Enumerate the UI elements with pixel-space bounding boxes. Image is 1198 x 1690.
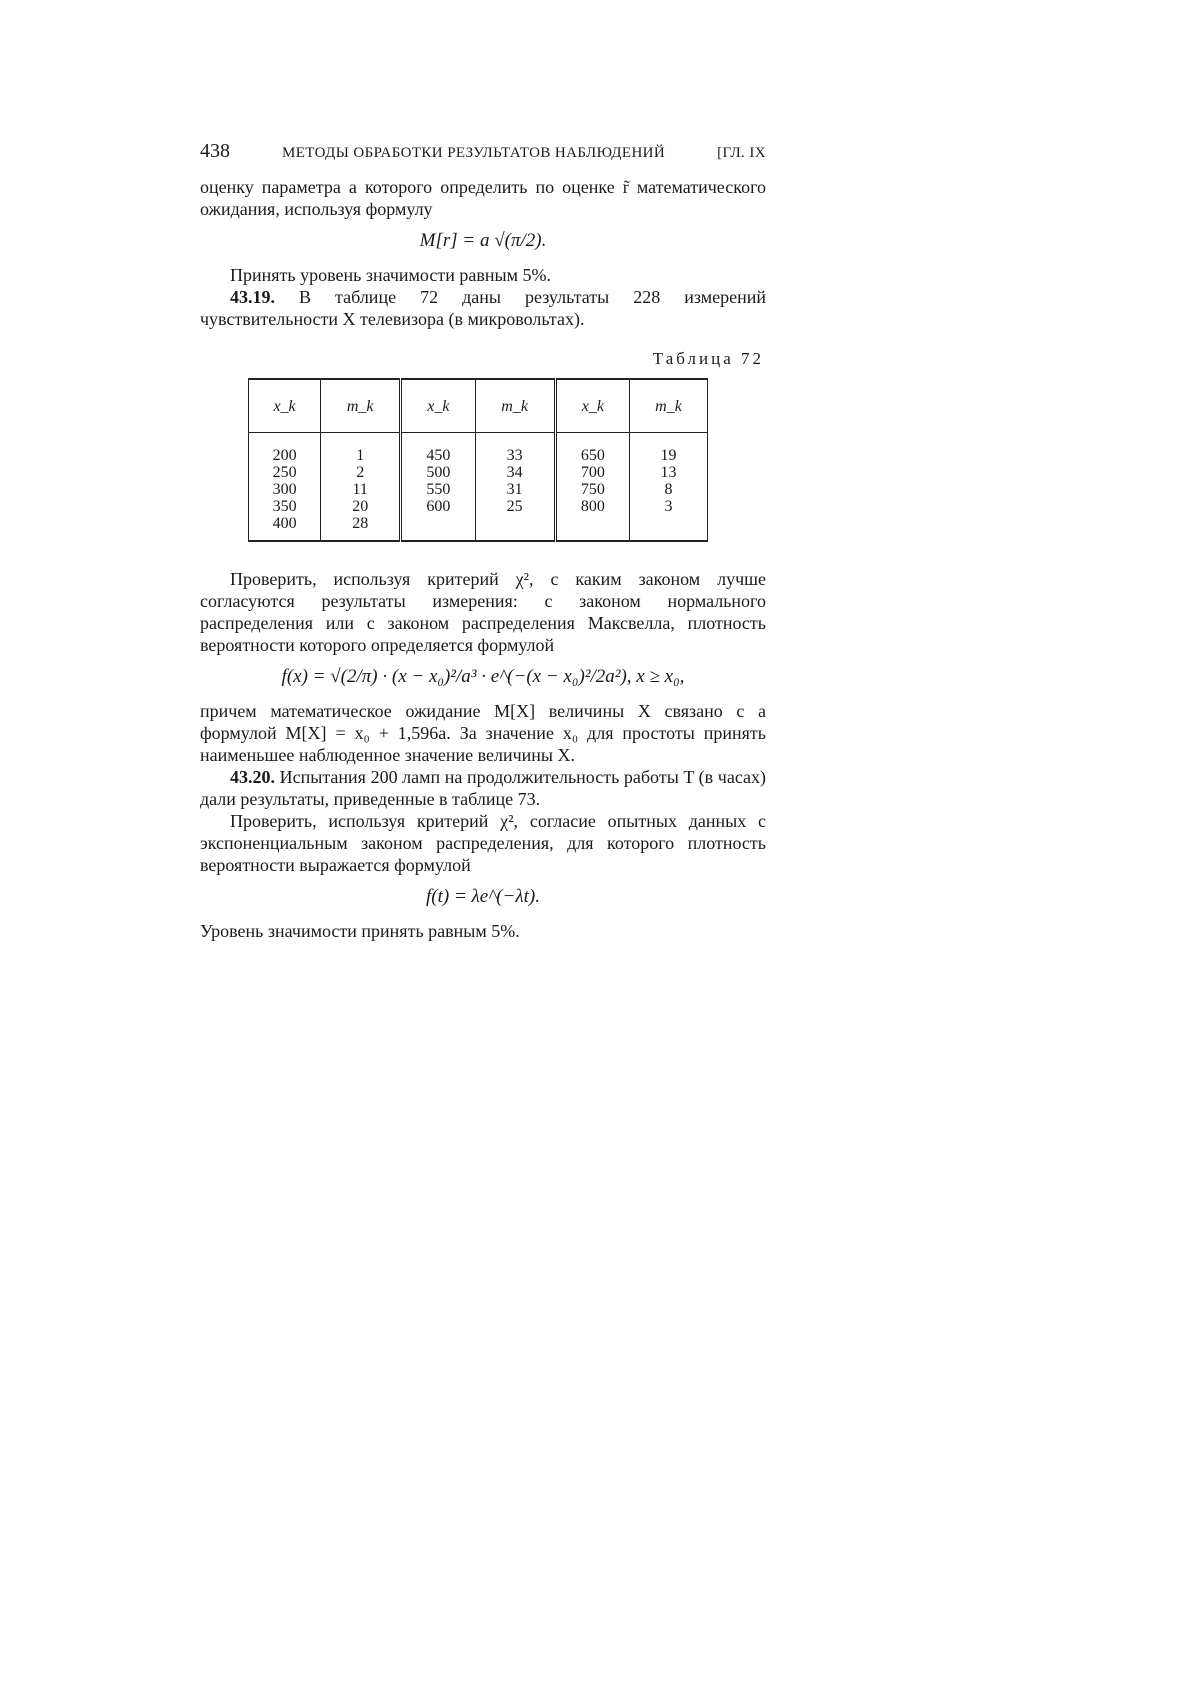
chapter-marker: [ГЛ. IX (717, 145, 766, 161)
book-page (200, 140, 766, 942)
table-cell: 25 (475, 498, 555, 515)
table-cell (630, 515, 708, 541)
table-72 (248, 378, 708, 542)
paragraph: причем математическое ожидание M[X] величины X связано с a формулой M[X] = x₀ + 1,596a. За значение x₀ для простоты принять наименьшее наблюденное значение величины X. (200, 701, 766, 765)
header-cell: x_k (555, 379, 629, 433)
paragraph: Проверить, используя критерий χ², с каким законом лучше согласуются результаты измерения: с законом нормального распределения или с законом распределения Максвелла, плотность вероятности которого определяется формулой (200, 569, 766, 655)
table-row (249, 464, 708, 481)
table-cell: 34 (475, 464, 555, 481)
problem-number: 43.19. (230, 287, 275, 307)
table-cell: 400 (249, 515, 321, 541)
header-cell: m_k (321, 379, 401, 433)
paragraph: оценку параметра a которого определить по оценке r̃ математического ожидания, используя формулу (200, 177, 766, 219)
table-cell: 19 (630, 433, 708, 465)
table-cell: 1 (321, 433, 401, 465)
table-row (249, 515, 708, 541)
table-cell: 20 (321, 498, 401, 515)
table-cell: 28 (321, 515, 401, 541)
table-cell: 350 (249, 498, 321, 515)
header-cell: m_k (630, 379, 708, 433)
table-cell: 750 (555, 481, 629, 498)
table-cell: 450 (401, 433, 475, 465)
table-row (249, 498, 708, 515)
problem-43-19 (200, 286, 766, 330)
table-cell: 8 (630, 481, 708, 498)
problem-text: В таблице 72 даны результаты 228 измерений чувствительности X телевизора (в микровольтах). (200, 287, 766, 329)
table-cell: 600 (401, 498, 475, 515)
formula-exponential-density: f(t) = λe^(−λt). (426, 886, 540, 907)
formula-expectation-r: M[r] = a √(π/2). (419, 230, 547, 251)
table-cell: 31 (475, 481, 555, 498)
paragraph: Уровень значимости принять равным 5%. (200, 921, 520, 941)
header-cell: m_k (475, 379, 555, 433)
table-cell (401, 515, 475, 541)
page-header (200, 140, 766, 164)
table-cell: 500 (401, 464, 475, 481)
header-cell: x_k (249, 379, 321, 433)
table-row (249, 433, 708, 465)
header-cell: x_k (401, 379, 475, 433)
table-caption: Таблица 72 (652, 349, 764, 368)
running-title: МЕТОДЫ ОБРАБОТКИ РЕЗУЛЬТАТОВ НАБЛЮДЕНИЙ (281, 145, 666, 161)
table-cell: 700 (555, 464, 629, 481)
problem-43-20 (200, 766, 766, 810)
problem-text: Испытания 200 ламп на продолжительность работы T (в часах) дали результаты, приведенные в таблице 73. (200, 767, 767, 809)
table-cell: 3 (630, 498, 708, 515)
table-cell: 200 (249, 433, 321, 465)
table-cell (555, 515, 629, 541)
table-cell: 13 (630, 464, 708, 481)
table-cell: 300 (249, 481, 321, 498)
table-header-row (249, 379, 708, 433)
problem-number: 43.20. (230, 767, 275, 787)
table-cell: 11 (321, 481, 401, 498)
page-number: 438 (200, 140, 230, 162)
paragraph: Принять уровень значимости равным 5%. (230, 265, 551, 285)
table-cell: 33 (475, 433, 555, 465)
table-cell: 250 (249, 464, 321, 481)
paragraph: Проверить, используя критерий χ², согласие опытных данных с экспоненциальным законом распределения, для которого плотность вероятности выражается формулой (200, 811, 766, 875)
table-cell: 800 (555, 498, 629, 515)
table-row (249, 481, 708, 498)
table-cell (475, 515, 555, 541)
formula-maxwell-density: f(x) = √(2/π) · (x − x₀)²/a³ · e^(−(x − x₀)²/2a²), x ≥ x₀, (281, 666, 685, 687)
table-cell: 650 (555, 433, 629, 465)
table-cell: 2 (321, 464, 401, 481)
table-cell: 550 (401, 481, 475, 498)
